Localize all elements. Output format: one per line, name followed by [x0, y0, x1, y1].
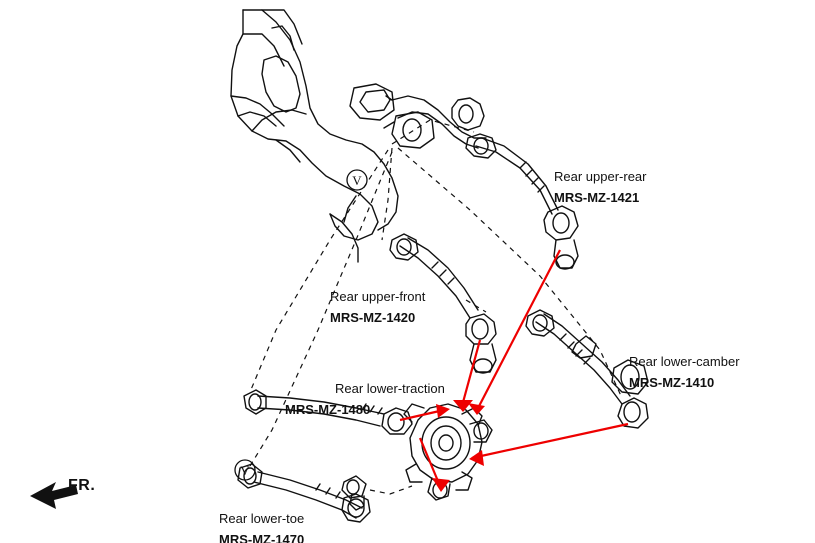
callout-title: Rear lower-camber [629, 354, 740, 369]
callout-rear-lower-toe [219, 510, 304, 543]
callout-rear-lower-camber [629, 353, 740, 391]
arrow-camber-to-knuckle [472, 424, 628, 458]
callout-part-number: MRS-MZ-1420 [330, 310, 416, 325]
badge-upper-glyph: V [352, 173, 362, 188]
assembly-arrows [400, 250, 628, 486]
callout-part-number: MRS-MZ-1421 [554, 190, 640, 205]
callout-title: Rear upper-front [330, 289, 426, 304]
hardware-caps [342, 476, 366, 510]
wheel-knuckle [404, 404, 492, 500]
arrow-upper-rear-to-knuckle [476, 250, 560, 412]
callout-rear-upper-rear [554, 168, 647, 206]
badge-lower-glyph: V [240, 463, 250, 478]
subframe-assembly [231, 10, 486, 262]
callout-part-number: MRS-MZ-1470 [219, 532, 305, 543]
callout-part-number: MRS-MZ-1410 [629, 375, 715, 390]
arrow-upper-front-to-knuckle [462, 340, 480, 406]
orientation-label: FR. [68, 477, 96, 494]
callout-rear-lower-traction [285, 380, 445, 418]
callout-title: Rear upper-rear [554, 169, 647, 184]
callout-part-number: MRS-MZ-1480 [285, 402, 371, 417]
callout-rear-upper-front [330, 288, 425, 326]
callout-title: Rear lower-traction [335, 381, 445, 396]
callout-title: Rear lower-toe [219, 511, 305, 526]
